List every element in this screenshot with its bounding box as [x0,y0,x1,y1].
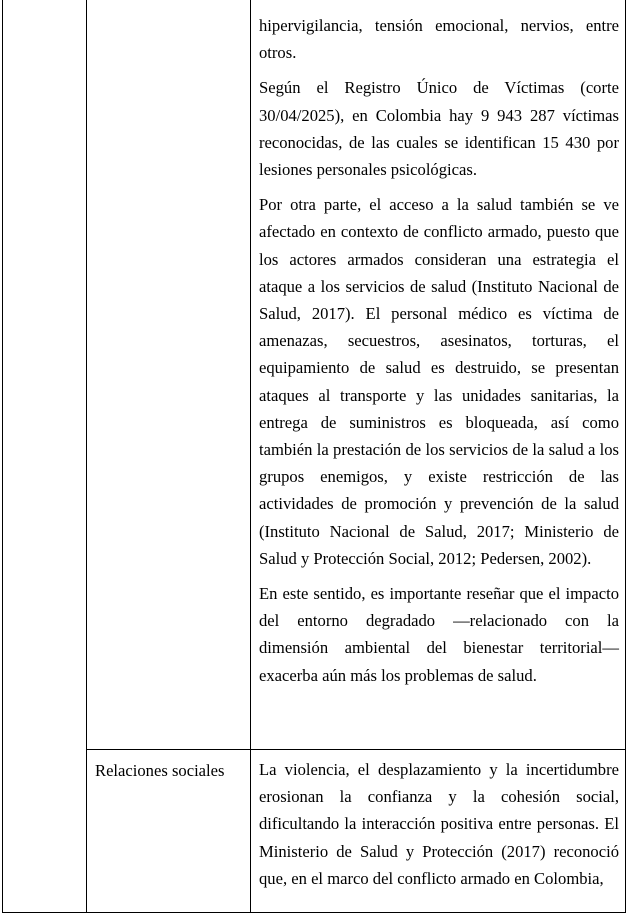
column-divider-2 [250,0,251,913]
row1-paragraph-2: Según el Registro Único de Víctimas (corte 30/04/2025), en Colombia hay 9 943 287 víctimas reconocidas, de las cuales se identifican 15 430 por lesiones personales psicológicas. [259,78,619,180]
row2-content-cell [259,756,619,892]
table-border-bottom [2,912,626,913]
table-border-left [2,0,3,913]
row1-paragraph-1: hipervigilancia, tensión emocional, nervios, entre otros. [259,16,619,63]
column-divider-1 [86,0,87,913]
row2-paragraph: La violencia, el desplazamiento y la incertidumbre erosionan la confianza y la cohesión social, dificultando la interacción positiva entre personas. El Ministerio de Salud y Protección (2017) reconoció que, en el marco del conflicto armado en Colombia, [259,760,619,888]
row1-paragraph-3: Por otra parte, el acceso a la salud también se ve afectado en contexto de conflicto armado, puesto que los actores armados consideran una estrategia el ataque a los servicios de salud (Instituto Nacional de Salud, 2017). El personal médico es víctima de amenazas, secuestros, asesinatos, torturas, el equipamiento de salud es destruido, se presentan ataques al transporte y las unidades sanitarias, la entrega de suministros es bloqueada, así como también la prestación de los servicios de la salud a los grupos enemigos, y existe restricción de las actividades de promoción y prevención de la salud (Instituto Nacional de Salud, 2017; Ministerio de Salud y Protección Social, 2012; Pedersen, 2002). [259,195,619,568]
row2-label: Relaciones sociales [95,761,225,780]
row-divider [86,749,626,750]
row1-paragraph-4: En este sentido, es importante reseñar que el impacto del entorno degradado —relacionado con la dimensión ambiental del bienestar territorial— exacerba aún más los problemas de salud. [259,584,619,685]
table-border-right [625,0,626,913]
row1-content-cell [259,12,619,689]
